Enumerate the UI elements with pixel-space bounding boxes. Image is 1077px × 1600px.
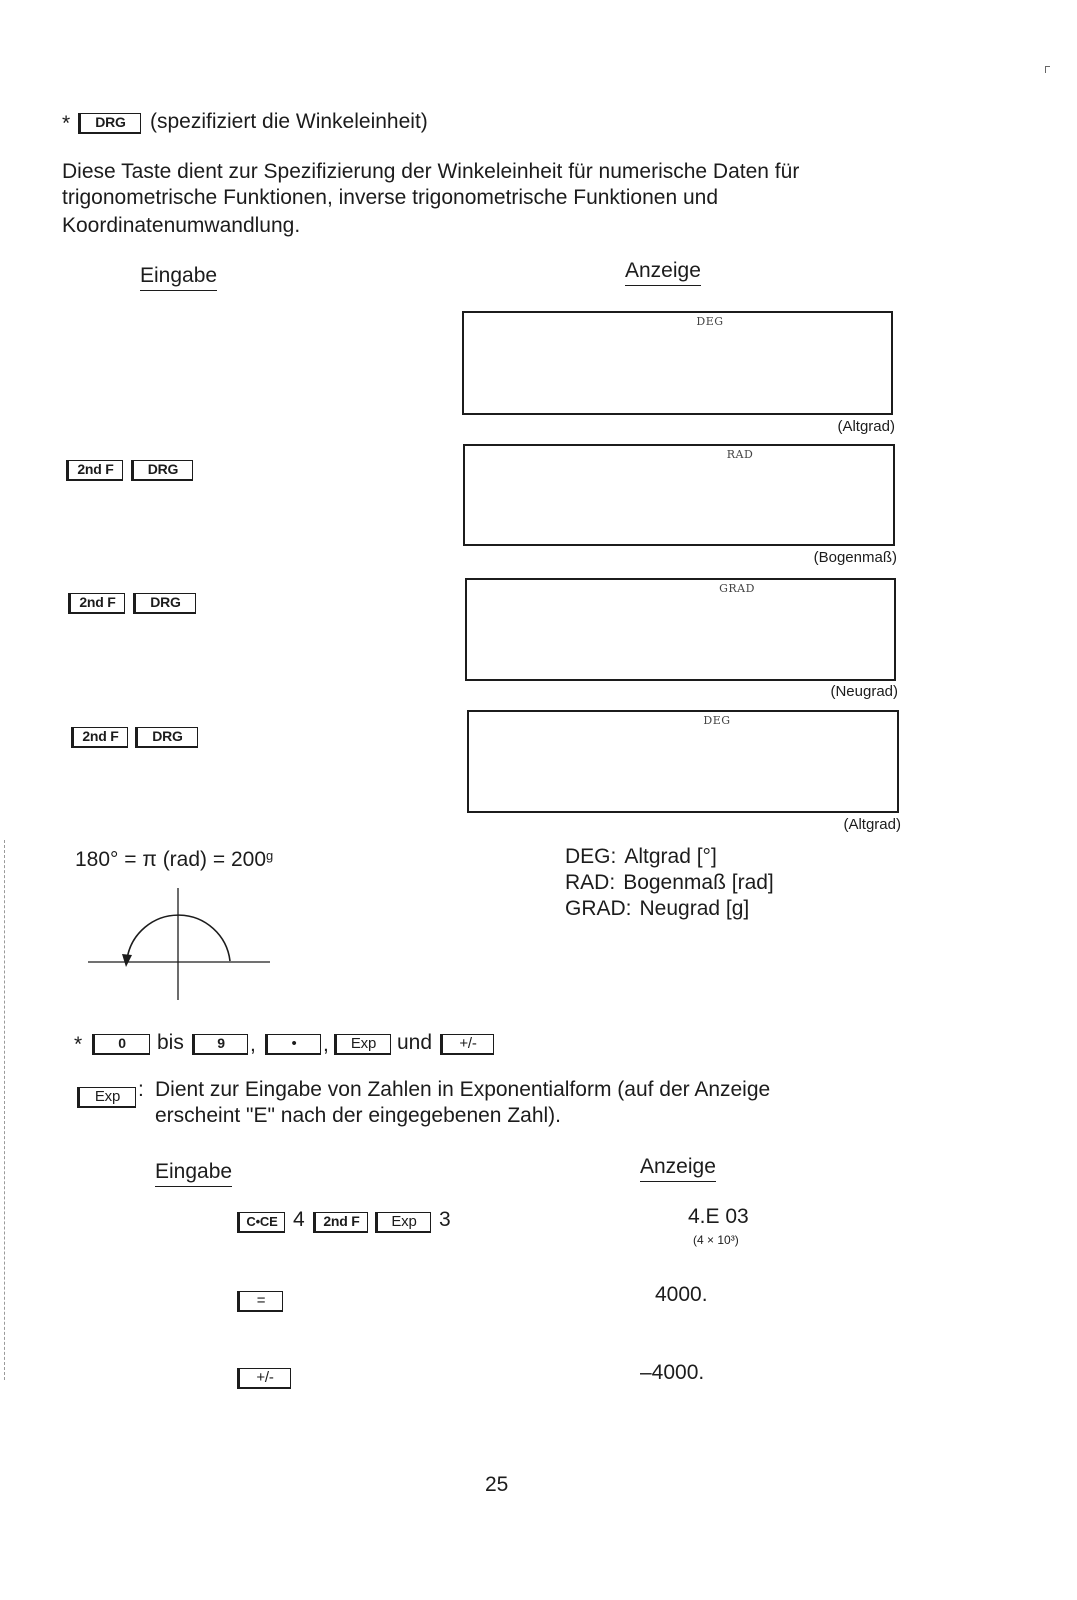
legend-description: Neugrad [g] — [639, 897, 750, 920]
input-digit: 4 — [293, 1208, 305, 1231]
display-caption-1: (Altgrad) — [837, 418, 895, 435]
display-mode-indicator: DEG — [696, 315, 724, 328]
clear-key: C•CE — [237, 1212, 285, 1233]
display-panel-4 — [467, 710, 899, 813]
key-9: 9 — [192, 1034, 248, 1055]
page-number: 25 — [485, 1473, 509, 1496]
display-caption-2: (Bogenmaß) — [813, 549, 897, 566]
second-function-key: 2nd F — [68, 593, 125, 614]
arc-arrowhead-icon — [122, 954, 132, 967]
sign-change-key: +/- — [440, 1034, 494, 1055]
exp-key: Exp — [375, 1212, 431, 1233]
display-caption-3: (Neugrad) — [830, 683, 898, 700]
drg-key: DRG — [78, 113, 141, 134]
legend-deg — [565, 845, 717, 869]
legend-grad — [565, 897, 749, 921]
legend-abbreviation: RAD: — [565, 871, 616, 894]
example-1-note: (4 × 10³) — [693, 1233, 739, 1247]
angle-conversion-formula — [75, 848, 273, 872]
separator-comma: , — [250, 1033, 256, 1056]
second-function-key: 2nd F — [66, 460, 123, 481]
exp-description-line-1: Dient zur Eingabe von Zahlen in Exponentialform (auf der Anzeige — [155, 1078, 771, 1101]
example-2-display: 4000. — [655, 1283, 708, 1306]
legend-description: Bogenmaß [rad] — [623, 871, 774, 894]
exp-column-input-heading: Eingabe — [155, 1160, 232, 1187]
formula-text: 180° = π (rad) = 200 — [75, 848, 266, 871]
digits-bullet: * — [74, 1033, 83, 1056]
legend-rad — [565, 871, 774, 895]
input-digit: 3 — [439, 1208, 451, 1231]
equals-key: = — [237, 1291, 283, 1312]
legend-abbreviation: GRAD: — [565, 897, 632, 920]
display-panel-2 — [463, 444, 895, 546]
drg-bullet: * — [62, 112, 71, 135]
exp-key: Exp — [334, 1034, 391, 1055]
drg-paragraph-line-3: Koordinatenumwandlung. — [62, 214, 301, 237]
drg-heading: (spezifiziert die Winkeleinheit) — [150, 110, 428, 133]
legend-description: Altgrad [°] — [624, 845, 717, 868]
legend-abbreviation: DEG: — [565, 845, 617, 868]
second-function-key: 2nd F — [313, 1212, 368, 1233]
formula-superscript: g — [266, 848, 274, 863]
example-1-display: 4.E 03 — [688, 1205, 749, 1228]
drg-key: DRG — [135, 727, 198, 748]
drg-key: DRG — [133, 593, 196, 614]
exp-description-line-2: erscheint "E" nach der eingegebenen Zahl). — [155, 1104, 562, 1127]
display-mode-indicator: GRAD — [719, 582, 755, 595]
example-3-display: –4000. — [640, 1361, 705, 1384]
display-panel-3 — [465, 578, 896, 681]
drg-key: DRG — [131, 460, 193, 481]
decimal-point-key: • — [265, 1034, 321, 1055]
separator-comma: , — [323, 1033, 329, 1056]
second-function-key: 2nd F — [71, 727, 128, 748]
key-0: 0 — [92, 1034, 150, 1055]
angle-semicircle-diagram — [80, 880, 280, 1005]
display-panel-1 — [462, 311, 893, 415]
drg-column-display-heading: Anzeige — [625, 259, 701, 286]
exp-key: Exp — [77, 1087, 136, 1108]
sign-change-key: +/- — [237, 1368, 291, 1389]
drg-paragraph-line-1: Diese Taste dient zur Spezifizierung der Winkeleinheit für numerische Daten für — [62, 160, 800, 183]
display-mode-indicator: RAD — [726, 448, 754, 461]
scan-binding-mark — [4, 840, 5, 1380]
scan-corner-mark — [1045, 66, 1050, 73]
exp-column-display-heading: Anzeige — [640, 1155, 716, 1182]
display-caption-4: (Altgrad) — [843, 816, 901, 833]
drg-column-input-heading: Eingabe — [140, 264, 217, 291]
connector-und: und — [397, 1031, 433, 1054]
exp-colon: : — [138, 1078, 144, 1101]
display-mode-indicator: DEG — [703, 714, 731, 727]
drg-paragraph-line-2: trigonometrische Funktionen, inverse trigonometrische Funktionen und — [62, 186, 719, 209]
connector-bis: bis — [157, 1031, 184, 1054]
